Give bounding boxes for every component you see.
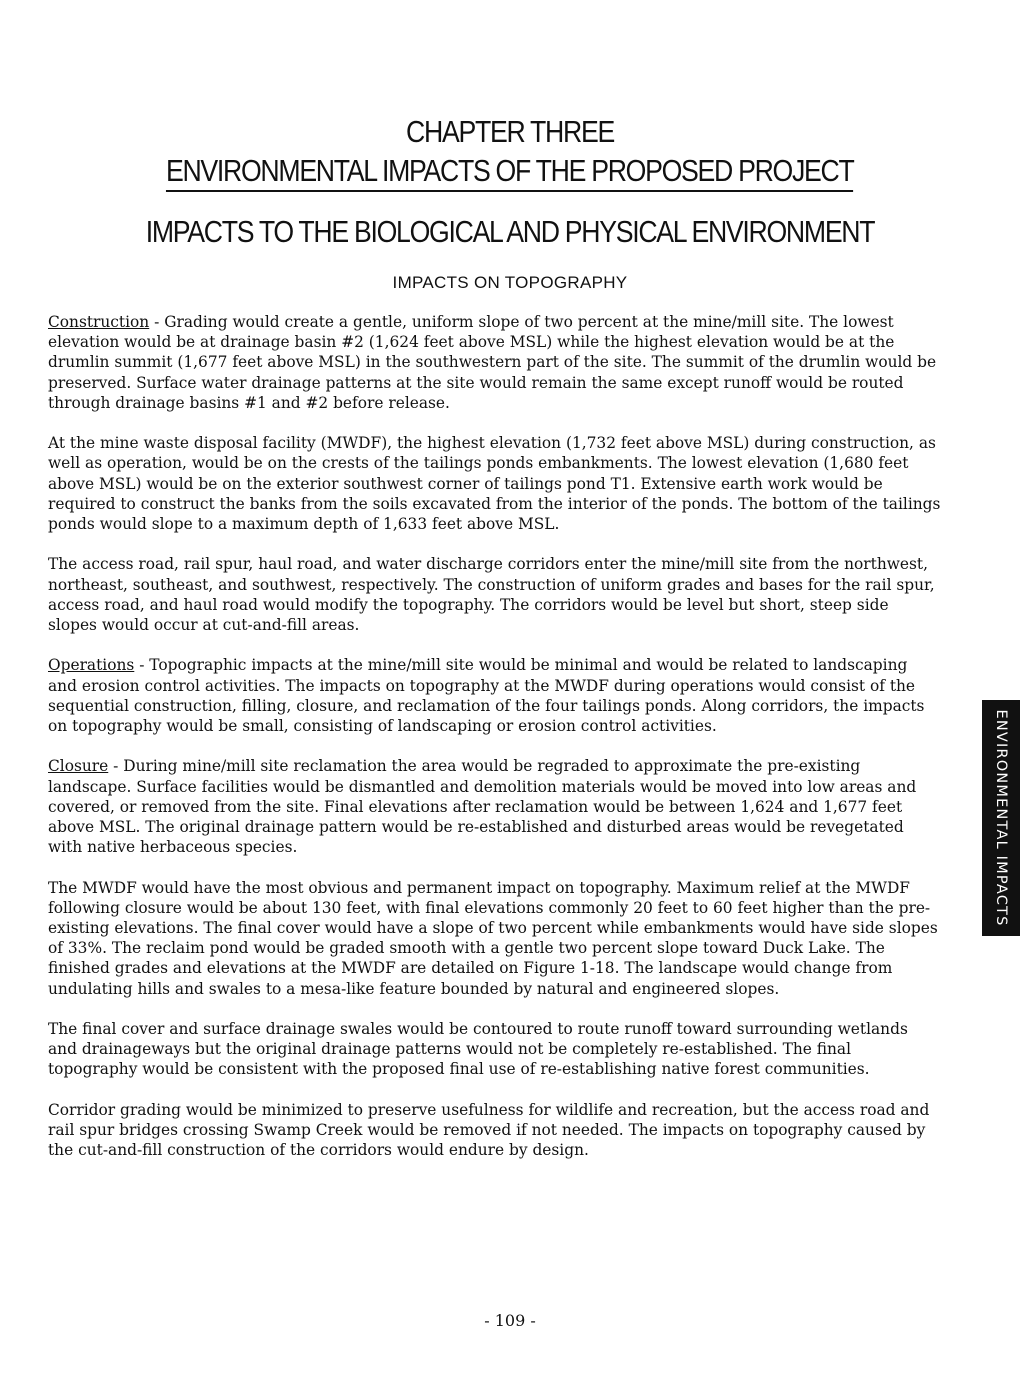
paragraph-operations (48, 655, 941, 736)
closure-text: - During mine/mill site reclamation the area would be regraded to approximate the pre-existing landscape. Surface facilities would be dismantled and demolition materials would be moved into low areas and covered, or removed from the site. Final elevations after reclamation would be between 1,624 and 1,677 feet above MSL. The original drainage pattern would be re-established and disturbed areas would be revegetated with native herbaceous species. (48, 757, 917, 857)
body-text (48, 312, 941, 1160)
chapter-heading: CHAPTER THREE (406, 114, 614, 149)
construction-text: - Grading would create a gentle, uniform slope of two percent at the mine/mill site. The lowest elevation would be at drainage basin #2 (1,624 feet above MSL) while the highest elevation would be at the drumlin summit (1,677 feet above MSL) in the southwestern part of the site. The summit of the drumlin would be preserved. Surface water drainage patterns at the site would remain the same except runoff would be routed through drainage basins #1 and #2 before release. (48, 313, 937, 412)
paragraph-closure (48, 756, 941, 857)
chapter-title-wrapper (0, 152, 1020, 192)
section-heading: IMPACTS TO THE BIOLOGICAL AND PHYSICAL ENVIRONMENT (145, 214, 875, 249)
paragraph-construction (48, 312, 941, 413)
paragraph-final-cover: The final cover and surface drainage swales would be contoured to route runoff toward surrounding wetlands and drainageways but the original drainage patterns would not be completely re-established. The final topography would be consistent with the proposed final use of re-establishing native forest communities. (48, 1020, 908, 1079)
chapter-title: ENVIRONMENTAL IMPACTS OF THE PROPOSED PROJECT (166, 152, 854, 192)
page-number: - 109 - (484, 1311, 536, 1330)
operations-text: - Topographic impacts at the mine/mill site would be minimal and would be related to landscaping and erosion control activities. The impacts on topography at the MWDF during operations would consist of the sequential construction, filling, closure, and reclamation of the four tailings ponds. Along corridors, the impacts on topography would be small, consisting of landscaping or erosion control activities. (48, 656, 925, 736)
section-side-tab (982, 700, 1020, 936)
paragraph-mwdf-construction: At the mine waste disposal facility (MWDF), the highest elevation (1,732 feet above MSL) during construction, as well as operation, would be on the crests of the tailings ponds embankments. The lowest elevation (1,680 feet above MSL) would be on the exterior southwest corner of tailings pond T1. Extensive earth work would be required to construct the banks from the soils excavated from the interior of the ponds. The bottom of the tailings ponds would slope to a maximum depth of 1,633 feet above MSL. (48, 434, 941, 534)
paragraph-mwdf-closure: The MWDF would have the most obvious and permanent impact on topography. Maximum relief at the MWDF following closure would be about 130 feet, with final elevations commonly 20 feet to 60 feet higher than the pre-existing elevations. The final cover would have a slope of two percent while embankments would have side slopes of 33%. The reclaim pond would be graded smooth with a gentle two percent slope toward Duck Lake. The finished grades and elevations at the MWDF are detailed on Figure 1-18. The landscape would change from undulating hills and swales to a mesa-like feature bounded by natural and engineered slopes. (48, 878, 938, 998)
subsection-heading: IMPACTS ON TOPOGRAPHY (392, 273, 628, 292)
construction-label: Construction (48, 313, 150, 331)
side-tab-label: ENVIRONMENTAL IMPACTS (993, 709, 1009, 927)
paragraph-corridor-grading: Corridor grading would be minimized to preserve usefulness for wildlife and recreation, but the access road and rail spur bridges crossing Swamp Creek would be removed if not needed. The impacts on topography caused by the cut-and-fill construction of the corridors would endure by design. (48, 1100, 930, 1160)
closure-label: Closure (48, 757, 109, 776)
operations-label: Operations (48, 656, 135, 675)
paragraph-corridors: The access road, rail spur, haul road, and water discharge corridors enter the mine/mill site from the northwest, northeast, southeast, and southwest, respectively. The construction of uniform grades and bases for the rail spur, access road, and haul road would modify the topography. The corridors would be level but short, steep side slopes would occur at cut-and-fill areas. (48, 555, 935, 635)
